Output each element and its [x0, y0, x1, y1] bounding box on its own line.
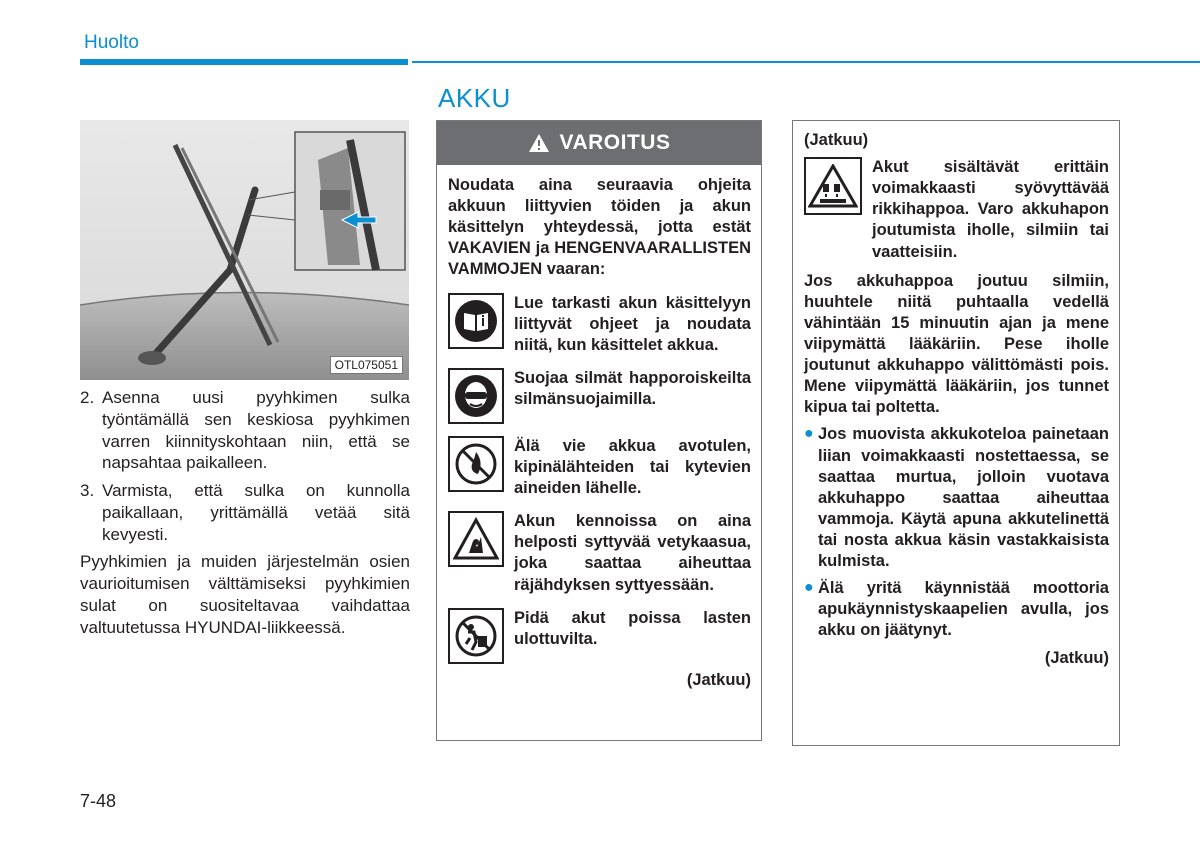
step-text: Asenna uusi pyyhkimen sulka työntämällä sen keskiosa pyyhkimen varren kiinnityskohtaan niin, että se napsahtaa paikalleen. [102, 388, 410, 473]
warning-item-text: Suojaa silmät happoroiskeilta silmänsuojaimilla. [514, 368, 751, 408]
explosion-icon [453, 517, 499, 561]
step-number: 3. [80, 481, 95, 500]
warning-item-text: Lue tarkasti akun käsittelyyn liittyvät ohjeet ja noudata niitä, kun käsittelet akkua. [514, 293, 751, 354]
warning-item-text: Akun kennoissa on aina helposti syttyvää vetykaasua, joka saattaa aiheuttaa räjähdyksen syttyessään. [514, 512, 751, 594]
warning-item [448, 608, 751, 664]
section-title: Huolto [84, 32, 139, 53]
list-item [804, 578, 1109, 641]
header-rule-thin [412, 61, 1200, 63]
wiper-figure [80, 120, 409, 380]
continued-label: (Jatkuu) [686, 670, 751, 689]
step-text: Varmista, että sulka on kunnolla paikallaan, yrittämällä vetää sitä kevyesti. [102, 481, 410, 544]
corrosive-icon [808, 164, 858, 208]
bullet-text: Jos muovista akkukoteloa painetaan liian voimakkaasti nostettaessa, se saattaa murtua, jolloin vuotava akkuhappo saattaa aiheuttaa vammoja. Käytä apuna akkutelinettä tai nosta akkua käsin vastakkaisista kulmista. [818, 425, 1109, 571]
list-item [804, 424, 1109, 572]
wiper-illustration [80, 120, 409, 380]
eye-protection-icon [454, 374, 498, 418]
warning-triangle-icon [528, 133, 550, 153]
acid-warning-text: Akut sisältävät erittäin voimakkaasti syövyttävää rikkihappoa. Varo akkuhapon joutumista iholle, silmiin tai vaatteisiin. [872, 158, 1109, 261]
continued-label-bottom: (Jatkuu) [1044, 648, 1109, 667]
warning-item [448, 368, 751, 424]
step-number: 2. [80, 388, 95, 407]
warning-header [437, 121, 761, 165]
warning-intro: Noudata aina seuraavia ohjeita akkuun liittyvien töiden ja akun käsittelyn yhteydessä, jotta estät VAKAVIEN ja HENGENVAARALLISTEN VAMMOJEN vaaran: [448, 176, 751, 279]
figure-code: OTL075051 [330, 356, 403, 374]
left-column [80, 387, 410, 638]
warning-item [448, 511, 751, 595]
keep-children-away-icon [454, 614, 498, 658]
warning-item [804, 157, 1109, 263]
warning-item [448, 293, 751, 356]
bullet-text: Älä yritä käynnistää moottoria apukäynnistyskaapelien avulla, jos akku on jäätynyt. [818, 579, 1109, 640]
continued-label-top: (Jatkuu) [804, 131, 869, 149]
warning-title: VAROITUS [559, 131, 671, 154]
body-paragraph: Pyyhkimien ja muiden järjestelmän osien vaurioitumisen välttämiseksi pyyhkimien sulat on suositeltavaa vaihdattaa valtuutetussa HYUNDAI-liikkeessä. [80, 552, 410, 637]
bullet-icon: ● [804, 579, 814, 597]
warning-item-text: Älä vie akkua avotulen, kipinälähteiden tai kytevien aineiden lähelle. [514, 436, 751, 498]
warning-item-text: Pidä akut poissa lasten ulottuvilta. [514, 608, 751, 648]
chapter-title: AKKU [438, 83, 511, 113]
list-item [80, 387, 410, 474]
bullet-icon: ● [804, 425, 814, 443]
page-number: 7-48 [80, 791, 117, 811]
manual-icon [454, 299, 498, 343]
list-item [80, 480, 410, 545]
warning-item [448, 436, 751, 499]
header-rule-thick [80, 59, 408, 65]
warning-box [436, 120, 762, 741]
body-paragraph: Jos akkuhappoa joutuu silmiin, huuhtele niitä puhtaalla vedellä vähintään 15 minuutin ajan ja mene viipymättä lääkäriin. Pese iholle joutunut akkuhappo välittömästi pois. Mene viipymättä lääkäriin, jos tunnet kipua tai poltetta. [804, 271, 1109, 417]
no-fire-icon [454, 442, 498, 486]
continued-warning-box [792, 120, 1120, 746]
